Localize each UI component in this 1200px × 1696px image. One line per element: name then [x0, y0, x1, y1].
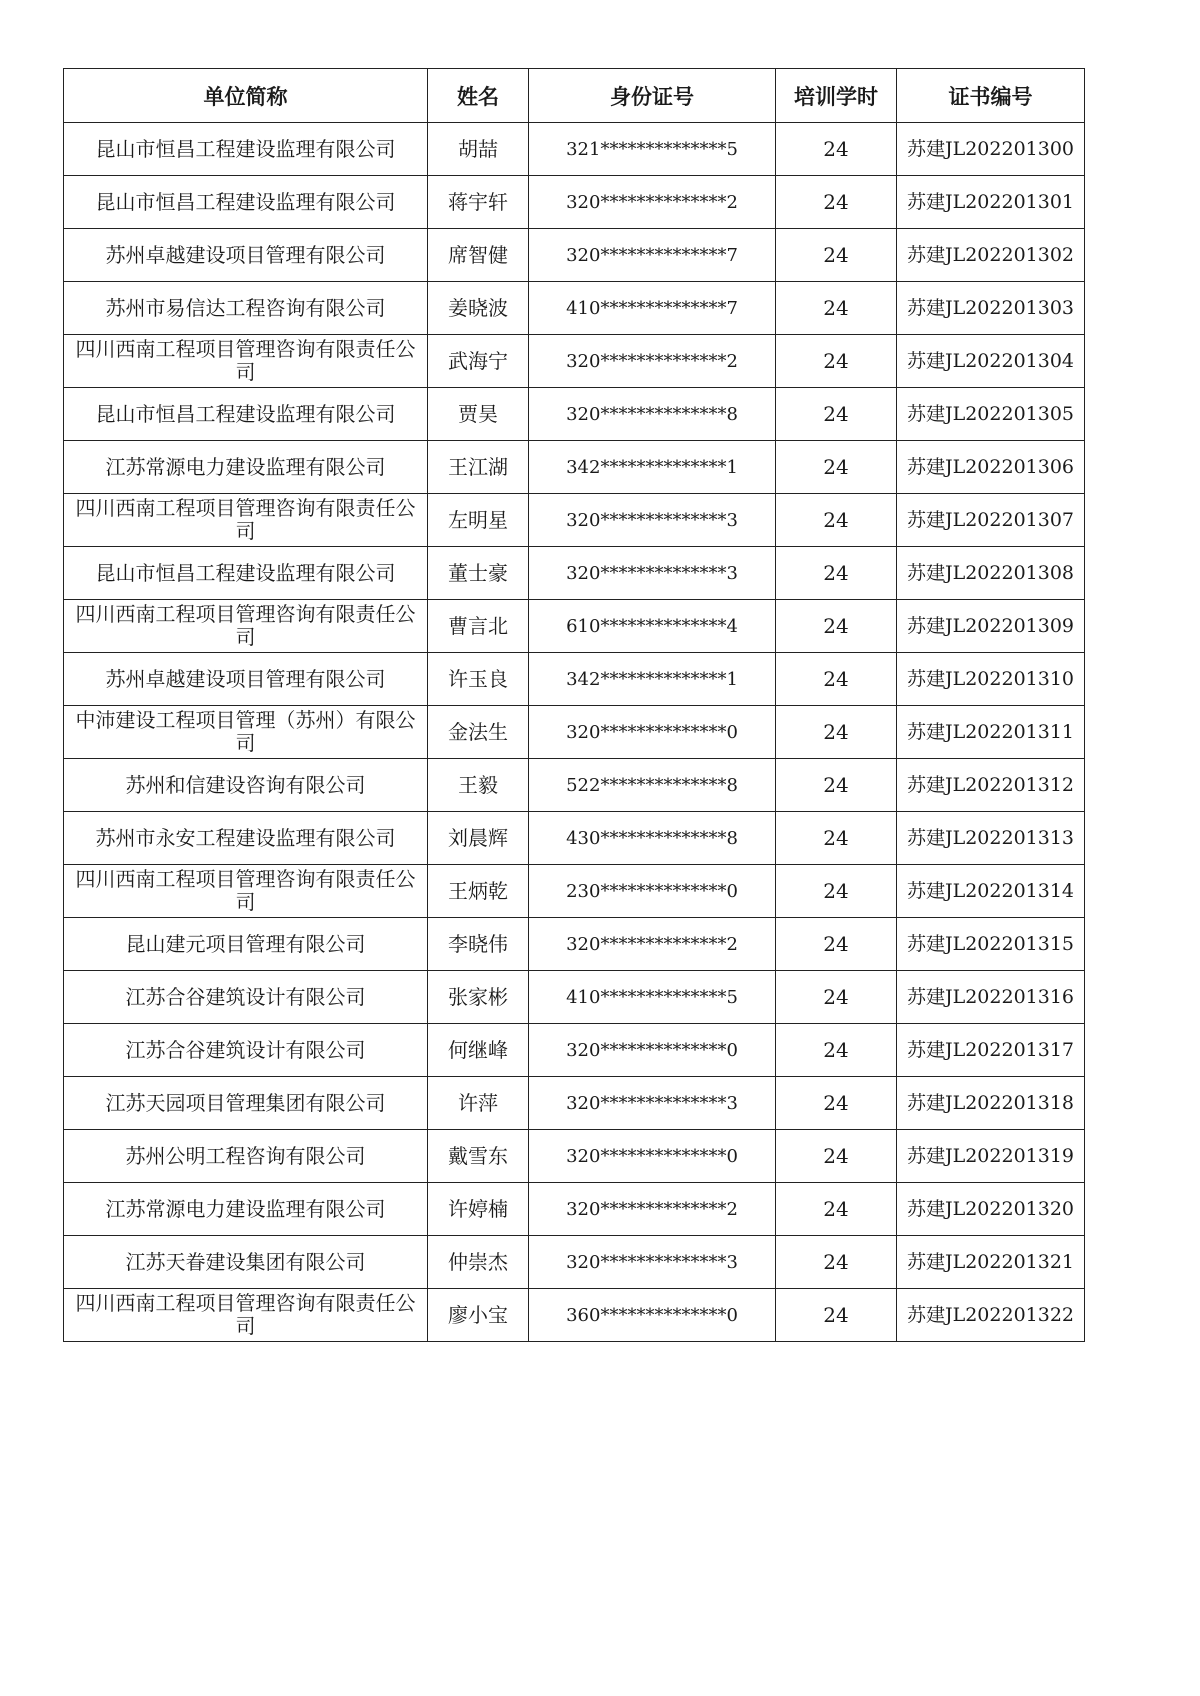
- header-row: [64, 69, 1085, 123]
- cell-unit: 中沛建设工程项目管理（苏州）有限公司: [64, 706, 428, 759]
- table-row: [64, 706, 1085, 759]
- training-certificate-table: [63, 68, 1085, 1342]
- table-row: [64, 1024, 1085, 1077]
- cell-id-number: 321**************5: [529, 123, 776, 176]
- cell-training-hours: 24: [776, 653, 897, 706]
- cell-name: 贾昊: [428, 388, 529, 441]
- cell-name: 许萍: [428, 1077, 529, 1130]
- cell-name: 张家彬: [428, 971, 529, 1024]
- cell-unit: 苏州市易信达工程咨询有限公司: [64, 282, 428, 335]
- cell-unit: 江苏常源电力建设监理有限公司: [64, 1183, 428, 1236]
- cell-unit: 昆山市恒昌工程建设监理有限公司: [64, 388, 428, 441]
- cell-unit: 江苏合谷建筑设计有限公司: [64, 971, 428, 1024]
- cell-id-number: 320**************0: [529, 706, 776, 759]
- cell-unit: 江苏天眷建设集团有限公司: [64, 1236, 428, 1289]
- cell-unit: 苏州市永安工程建设监理有限公司: [64, 812, 428, 865]
- cell-training-hours: 24: [776, 812, 897, 865]
- cell-certificate-number: 苏建JL202201315: [897, 918, 1085, 971]
- cell-training-hours: 24: [776, 229, 897, 282]
- cell-certificate-number: 苏建JL202201300: [897, 123, 1085, 176]
- cell-id-number: 410**************5: [529, 971, 776, 1024]
- table-row: [64, 971, 1085, 1024]
- cell-training-hours: 24: [776, 1236, 897, 1289]
- cell-name: 左明星: [428, 494, 529, 547]
- cell-unit: 四川西南工程项目管理咨询有限责任公司: [64, 494, 428, 547]
- cell-id-number: 320**************3: [529, 547, 776, 600]
- header-name: 姓名: [428, 69, 529, 123]
- cell-id-number: 360**************0: [529, 1289, 776, 1342]
- cell-certificate-number: 苏建JL202201303: [897, 282, 1085, 335]
- cell-certificate-number: 苏建JL202201301: [897, 176, 1085, 229]
- cell-name: 许婷楠: [428, 1183, 529, 1236]
- cell-name: 刘晨辉: [428, 812, 529, 865]
- table-row: [64, 388, 1085, 441]
- table-header: [64, 69, 1085, 123]
- cell-unit: 江苏常源电力建设监理有限公司: [64, 441, 428, 494]
- cell-unit: 昆山市恒昌工程建设监理有限公司: [64, 547, 428, 600]
- cell-name: 武海宁: [428, 335, 529, 388]
- cell-unit: 四川西南工程项目管理咨询有限责任公司: [64, 335, 428, 388]
- cell-id-number: 320**************0: [529, 1130, 776, 1183]
- cell-training-hours: 24: [776, 176, 897, 229]
- cell-training-hours: 24: [776, 600, 897, 653]
- header-certificate-number: 证书编号: [897, 69, 1085, 123]
- cell-id-number: 320**************2: [529, 335, 776, 388]
- header-training-hours: 培训学时: [776, 69, 897, 123]
- cell-certificate-number: 苏建JL202201309: [897, 600, 1085, 653]
- cell-certificate-number: 苏建JL202201320: [897, 1183, 1085, 1236]
- cell-id-number: 320**************0: [529, 1024, 776, 1077]
- cell-training-hours: 24: [776, 494, 897, 547]
- cell-certificate-number: 苏建JL202201312: [897, 759, 1085, 812]
- cell-id-number: 320**************7: [529, 229, 776, 282]
- cell-certificate-number: 苏建JL202201305: [897, 388, 1085, 441]
- table-row: [64, 600, 1085, 653]
- cell-training-hours: 24: [776, 547, 897, 600]
- table-row: [64, 759, 1085, 812]
- cell-id-number: 342**************1: [529, 441, 776, 494]
- cell-id-number: 410**************7: [529, 282, 776, 335]
- cell-id-number: 610**************4: [529, 600, 776, 653]
- cell-unit: 昆山市恒昌工程建设监理有限公司: [64, 176, 428, 229]
- cell-certificate-number: 苏建JL202201310: [897, 653, 1085, 706]
- cell-id-number: 320**************2: [529, 176, 776, 229]
- cell-certificate-number: 苏建JL202201306: [897, 441, 1085, 494]
- cell-training-hours: 24: [776, 282, 897, 335]
- cell-name: 董士豪: [428, 547, 529, 600]
- cell-training-hours: 24: [776, 1183, 897, 1236]
- cell-certificate-number: 苏建JL202201318: [897, 1077, 1085, 1130]
- cell-unit: 苏州和信建设咨询有限公司: [64, 759, 428, 812]
- cell-name: 王炳乾: [428, 865, 529, 918]
- cell-certificate-number: 苏建JL202201302: [897, 229, 1085, 282]
- table-row: [64, 865, 1085, 918]
- table-row: [64, 282, 1085, 335]
- cell-id-number: 320**************3: [529, 494, 776, 547]
- cell-certificate-number: 苏建JL202201319: [897, 1130, 1085, 1183]
- cell-training-hours: 24: [776, 1077, 897, 1130]
- cell-id-number: 320**************8: [529, 388, 776, 441]
- cell-id-number: 522**************8: [529, 759, 776, 812]
- table-row: [64, 1236, 1085, 1289]
- cell-unit: 江苏合谷建筑设计有限公司: [64, 1024, 428, 1077]
- header-id-number: 身份证号: [529, 69, 776, 123]
- table-row: [64, 1183, 1085, 1236]
- cell-name: 王江湖: [428, 441, 529, 494]
- cell-training-hours: 24: [776, 865, 897, 918]
- header-unit: 单位简称: [64, 69, 428, 123]
- table-row: [64, 653, 1085, 706]
- table-row: [64, 494, 1085, 547]
- cell-certificate-number: 苏建JL202201314: [897, 865, 1085, 918]
- cell-name: 何继峰: [428, 1024, 529, 1077]
- cell-training-hours: 24: [776, 1130, 897, 1183]
- table-row: [64, 918, 1085, 971]
- cell-unit: 四川西南工程项目管理咨询有限责任公司: [64, 600, 428, 653]
- cell-unit: 昆山市恒昌工程建设监理有限公司: [64, 123, 428, 176]
- cell-name: 廖小宝: [428, 1289, 529, 1342]
- cell-name: 仲崇杰: [428, 1236, 529, 1289]
- cell-training-hours: 24: [776, 1289, 897, 1342]
- cell-id-number: 320**************2: [529, 1183, 776, 1236]
- cell-name: 李晓伟: [428, 918, 529, 971]
- cell-unit: 苏州公明工程咨询有限公司: [64, 1130, 428, 1183]
- cell-training-hours: 24: [776, 971, 897, 1024]
- cell-certificate-number: 苏建JL202201321: [897, 1236, 1085, 1289]
- table-row: [64, 1130, 1085, 1183]
- table-row: [64, 229, 1085, 282]
- cell-unit: 四川西南工程项目管理咨询有限责任公司: [64, 1289, 428, 1342]
- cell-training-hours: 24: [776, 441, 897, 494]
- cell-id-number: 320**************3: [529, 1077, 776, 1130]
- cell-certificate-number: 苏建JL202201307: [897, 494, 1085, 547]
- cell-training-hours: 24: [776, 335, 897, 388]
- cell-unit: 苏州卓越建设项目管理有限公司: [64, 653, 428, 706]
- cell-certificate-number: 苏建JL202201317: [897, 1024, 1085, 1077]
- cell-name: 蒋宇轩: [428, 176, 529, 229]
- table-row: [64, 547, 1085, 600]
- cell-id-number: 320**************2: [529, 918, 776, 971]
- cell-training-hours: 24: [776, 759, 897, 812]
- cell-training-hours: 24: [776, 123, 897, 176]
- cell-name: 戴雪东: [428, 1130, 529, 1183]
- cell-id-number: 320**************3: [529, 1236, 776, 1289]
- table-row: [64, 1077, 1085, 1130]
- table-row: [64, 812, 1085, 865]
- table-row: [64, 335, 1085, 388]
- cell-certificate-number: 苏建JL202201316: [897, 971, 1085, 1024]
- cell-certificate-number: 苏建JL202201322: [897, 1289, 1085, 1342]
- cell-certificate-number: 苏建JL202201313: [897, 812, 1085, 865]
- cell-name: 姜晓波: [428, 282, 529, 335]
- cell-name: 王毅: [428, 759, 529, 812]
- cell-training-hours: 24: [776, 706, 897, 759]
- cell-name: 胡喆: [428, 123, 529, 176]
- cell-id-number: 342**************1: [529, 653, 776, 706]
- cell-id-number: 430**************8: [529, 812, 776, 865]
- table-body: [64, 123, 1085, 1342]
- cell-unit: 江苏天园项目管理集团有限公司: [64, 1077, 428, 1130]
- cell-id-number: 230**************0: [529, 865, 776, 918]
- table-row: [64, 176, 1085, 229]
- table-row: [64, 123, 1085, 176]
- cell-training-hours: 24: [776, 918, 897, 971]
- cell-name: 曹言北: [428, 600, 529, 653]
- cell-certificate-number: 苏建JL202201311: [897, 706, 1085, 759]
- cell-training-hours: 24: [776, 1024, 897, 1077]
- cell-unit: 苏州卓越建设项目管理有限公司: [64, 229, 428, 282]
- cell-certificate-number: 苏建JL202201308: [897, 547, 1085, 600]
- cell-name: 许玉良: [428, 653, 529, 706]
- cell-unit: 昆山建元项目管理有限公司: [64, 918, 428, 971]
- cell-unit: 四川西南工程项目管理咨询有限责任公司: [64, 865, 428, 918]
- cell-name: 席智健: [428, 229, 529, 282]
- cell-training-hours: 24: [776, 388, 897, 441]
- table-row: [64, 441, 1085, 494]
- table-row: [64, 1289, 1085, 1342]
- cell-name: 金法生: [428, 706, 529, 759]
- cell-certificate-number: 苏建JL202201304: [897, 335, 1085, 388]
